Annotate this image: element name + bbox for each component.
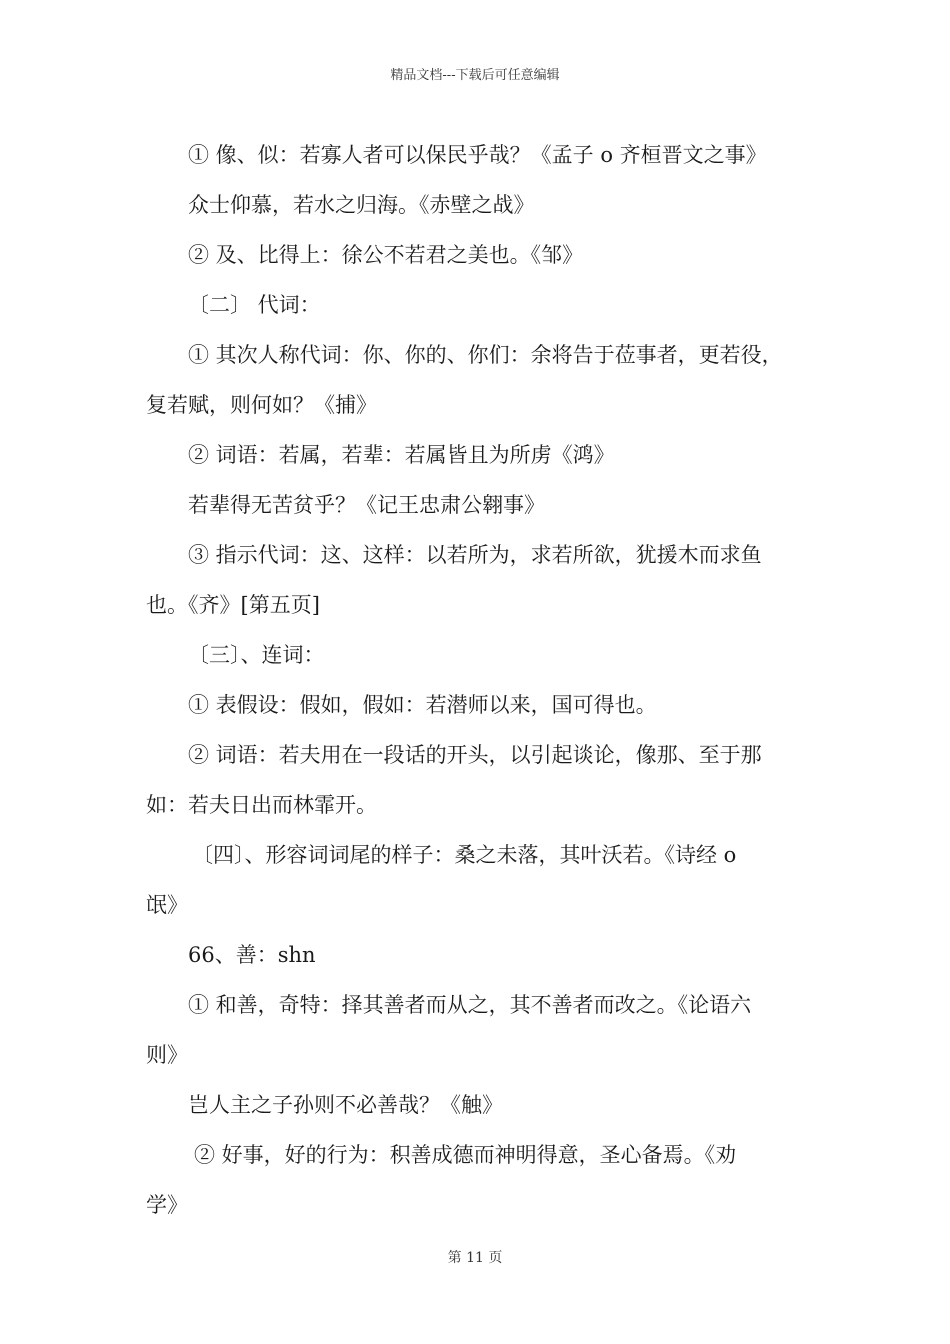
section-heading: 〔三〕、连词： (188, 643, 325, 667)
document-body (146, 130, 816, 1230)
text-line: ② 及、比得上：徐公不若君之美也。《邹》 (188, 243, 584, 267)
section-heading: 〔四〕、形容词词尾的样子：桑之未落，其叶沃若。《诗经 o (192, 843, 737, 867)
text-line: 众士仰慕，若水之归海。《赤壁之战》 (188, 193, 535, 217)
page-header: 精品文档---下载后可任意编辑 (390, 68, 560, 83)
section-heading: 〔二〕 代词： (188, 293, 321, 317)
text-line: 复若赋，则何如？《捕》 (146, 393, 377, 417)
text-line: 则》 (146, 1043, 188, 1067)
text-line: 也。《齐》[第五页] (146, 593, 320, 617)
entry-heading: 66、善：shn (188, 943, 316, 967)
text-line: 氓》 (146, 893, 188, 917)
text-line: 学》 (146, 1193, 188, 1217)
text-line: ③ 指示代词：这、这样：以若所为，求若所欲，犹援木而求鱼 (188, 543, 762, 567)
text-line: ② 词语：若夫用在一段话的开头，以引起谈论，像那、至于那 (188, 743, 762, 767)
text-line: ① 其次人称代词：你、你的、你们：余将告于莅事者，更若役， (188, 343, 783, 367)
text-line: ① 像、似：若寡人者可以保民乎哉？《孟子 o 齐桓晋文之事》 (188, 143, 767, 167)
text-line: ② 词语：若属，若辈：若属皆且为所虏《鸿》 (188, 443, 615, 467)
page-number: 第 11 页 (447, 1250, 503, 1266)
text-line: 岂人主之子孙则不必善哉？《触》 (188, 1093, 503, 1117)
text-line: ① 表假设：假如，假如：若潜师以来，国可得也。 (188, 693, 657, 717)
text-line: ② 好事，好的行为：积善成德而神明得意，圣心备焉。《劝 (194, 1143, 737, 1167)
text-line: ① 和善，奇特：择其善者而从之，其不善者而改之。《论语六 (188, 993, 752, 1017)
text-line: 如：若夫日出而林霏开。 (146, 793, 377, 817)
text-line: 若辈得无苦贫乎？《记王忠肃公翱事》 (188, 493, 545, 517)
